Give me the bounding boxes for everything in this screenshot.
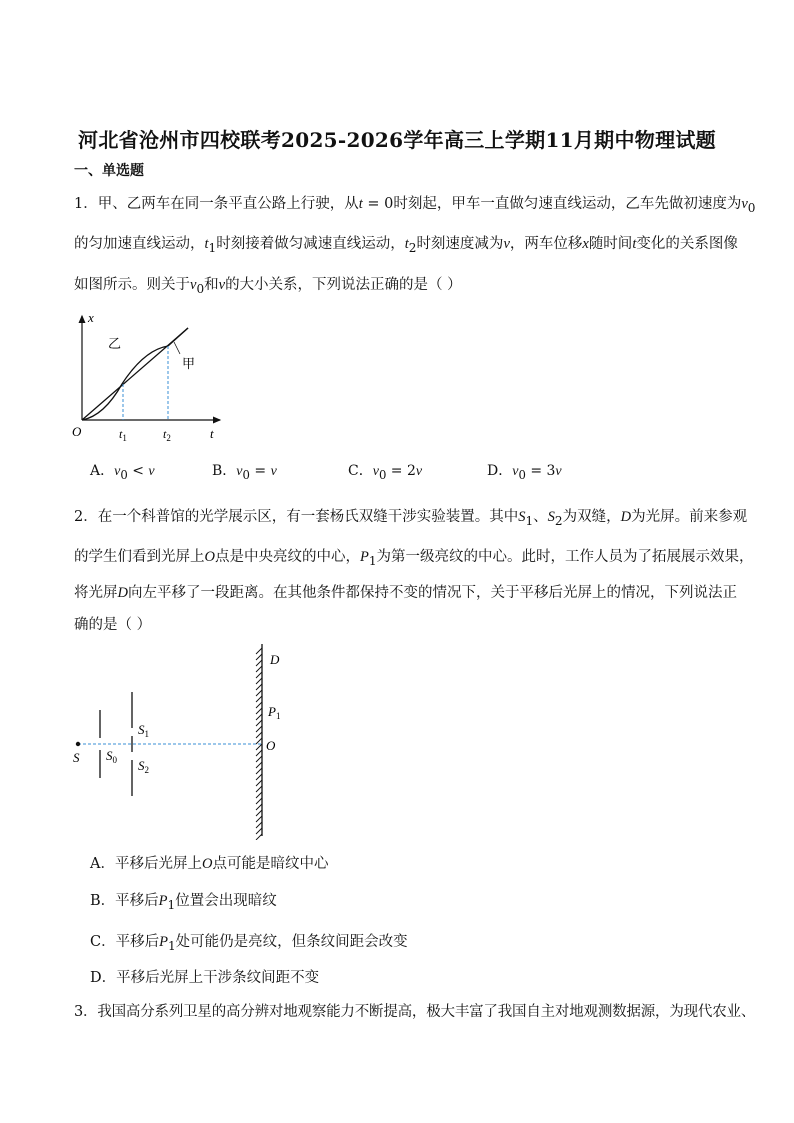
q3-line-1: 3．我国高分系列卫星的高分辨对地观察能力不断提高，极大丰富了我国自主对地观测数据源，为现代农业、 <box>74 1004 756 1020</box>
q1-option-c[interactable]: C．$v_0 = 2v$ <box>348 463 423 482</box>
hatch-mark <box>256 756 262 762</box>
origin-label: O <box>72 424 82 439</box>
hatch-mark <box>256 744 262 750</box>
hatch-mark <box>256 804 262 810</box>
q2-line-1: 2．在一个科普馆的光学展示区，有一套杨氏双缝干涉实验装置。其中$S_1$、$S_2$为双缝，D为光屏。前来参观 <box>74 509 748 528</box>
hatch-mark <box>256 810 262 816</box>
hatch-mark <box>256 726 262 732</box>
q2-line-2: 的学生们看到光屏上O点是中央亮纹的中心，$P_1$为第一级亮纹的中心。此时，工作人员为了拓展展示效果， <box>74 549 754 568</box>
label-S2: $S_2$ <box>138 758 149 775</box>
hatch-mark <box>256 678 262 684</box>
t2-label: $t_2$ <box>163 427 171 443</box>
t1-label: $t_1$ <box>119 427 127 443</box>
hatch-mark <box>256 690 262 696</box>
hatch-mark <box>256 732 262 738</box>
label-D: D <box>270 652 280 667</box>
hatch-mark <box>256 786 262 792</box>
hatch-mark <box>256 708 262 714</box>
source-point <box>76 742 80 746</box>
double-slit-diagram <box>68 640 298 840</box>
hatch-mark <box>256 654 262 660</box>
yi-label: 乙 <box>108 336 122 351</box>
label-S1: $S_1$ <box>138 722 149 739</box>
section-heading: 一、单选题 <box>74 163 144 179</box>
hatch-mark <box>256 702 262 708</box>
axis-x-label: x <box>88 310 94 325</box>
label-S0: $S_0$ <box>106 748 117 765</box>
q2-option-c[interactable]: C．平移后$P_1$处可能仍是亮纹，但条纹间距会改变 <box>90 934 408 953</box>
hatch-mark <box>256 714 262 720</box>
hatch-mark <box>256 780 262 786</box>
hatch-mark <box>256 660 262 666</box>
jia-pointer <box>174 342 180 354</box>
hatch-mark <box>256 696 262 702</box>
q1-option-b[interactable]: B．$v_0 = v$ <box>212 463 277 482</box>
hatch-mark <box>256 720 262 726</box>
q1-option-a[interactable]: A．$v_0 < v$ <box>90 463 155 482</box>
q1-line-2: 的匀加速直线运动，$t_1$时刻接着做匀减速直线运动，$t_2$时刻速度减为v，两车位移x随时间t变化的关系图像 <box>74 236 738 255</box>
hatch-mark <box>256 774 262 780</box>
q2-option-d[interactable]: D．平移后光屏上干涉条纹间距不变 <box>90 970 320 986</box>
q1-line-3: 如图所示。则关于$v_0$和v的大小关系，下列说法正确的是（ ） <box>74 277 462 296</box>
hatch-mark <box>256 816 262 822</box>
q2-option-b[interactable]: B．平移后$P_1$位置会出现暗纹 <box>90 893 277 912</box>
q2-line-3: 将光屏D向左平移了一段距离。在其他条件都保持不变的情况下，关于平移后光屏上的情况，下列说法正 <box>74 585 737 601</box>
q2-number: 2． <box>74 509 98 525</box>
hatch-mark <box>256 672 262 678</box>
hatch-mark <box>256 648 262 654</box>
q2-line-4: 确的是（ ） <box>74 617 152 633</box>
label-P1: $P_1$ <box>268 704 281 721</box>
hatch-mark <box>256 762 262 768</box>
q2-option-a[interactable]: A．平移后光屏上O点可能是暗纹中心 <box>90 856 329 872</box>
q1-line-1: 1．甲、乙两车在同一条平直公路上行驶，从t = 0时刻起，甲车一直做匀速直线运动，乙车先做初速度为$v_0$ <box>74 196 756 215</box>
jia-label: 甲 <box>182 356 196 371</box>
hatch-mark <box>256 738 262 744</box>
q1-number: 1． <box>74 196 98 212</box>
hatch-mark <box>256 834 262 840</box>
axis-t-label: t <box>210 426 214 441</box>
q1-xt-graph <box>64 306 234 446</box>
q1-option-d[interactable]: D．$v_0 = 3v$ <box>487 463 562 482</box>
hatch-mark <box>256 822 262 828</box>
label-O: O <box>266 738 276 753</box>
hatch-mark <box>256 684 262 690</box>
page-title: 河北省沧州市四校联考2025-2026学年高三上学期11月期中物理试题 <box>78 128 716 152</box>
hatch-mark <box>256 792 262 798</box>
hatch-mark <box>256 798 262 804</box>
hatch-mark <box>256 750 262 756</box>
hatch-mark <box>256 666 262 672</box>
label-S: S <box>73 750 80 765</box>
hatch-mark <box>256 828 262 834</box>
hatch-mark <box>256 768 262 774</box>
